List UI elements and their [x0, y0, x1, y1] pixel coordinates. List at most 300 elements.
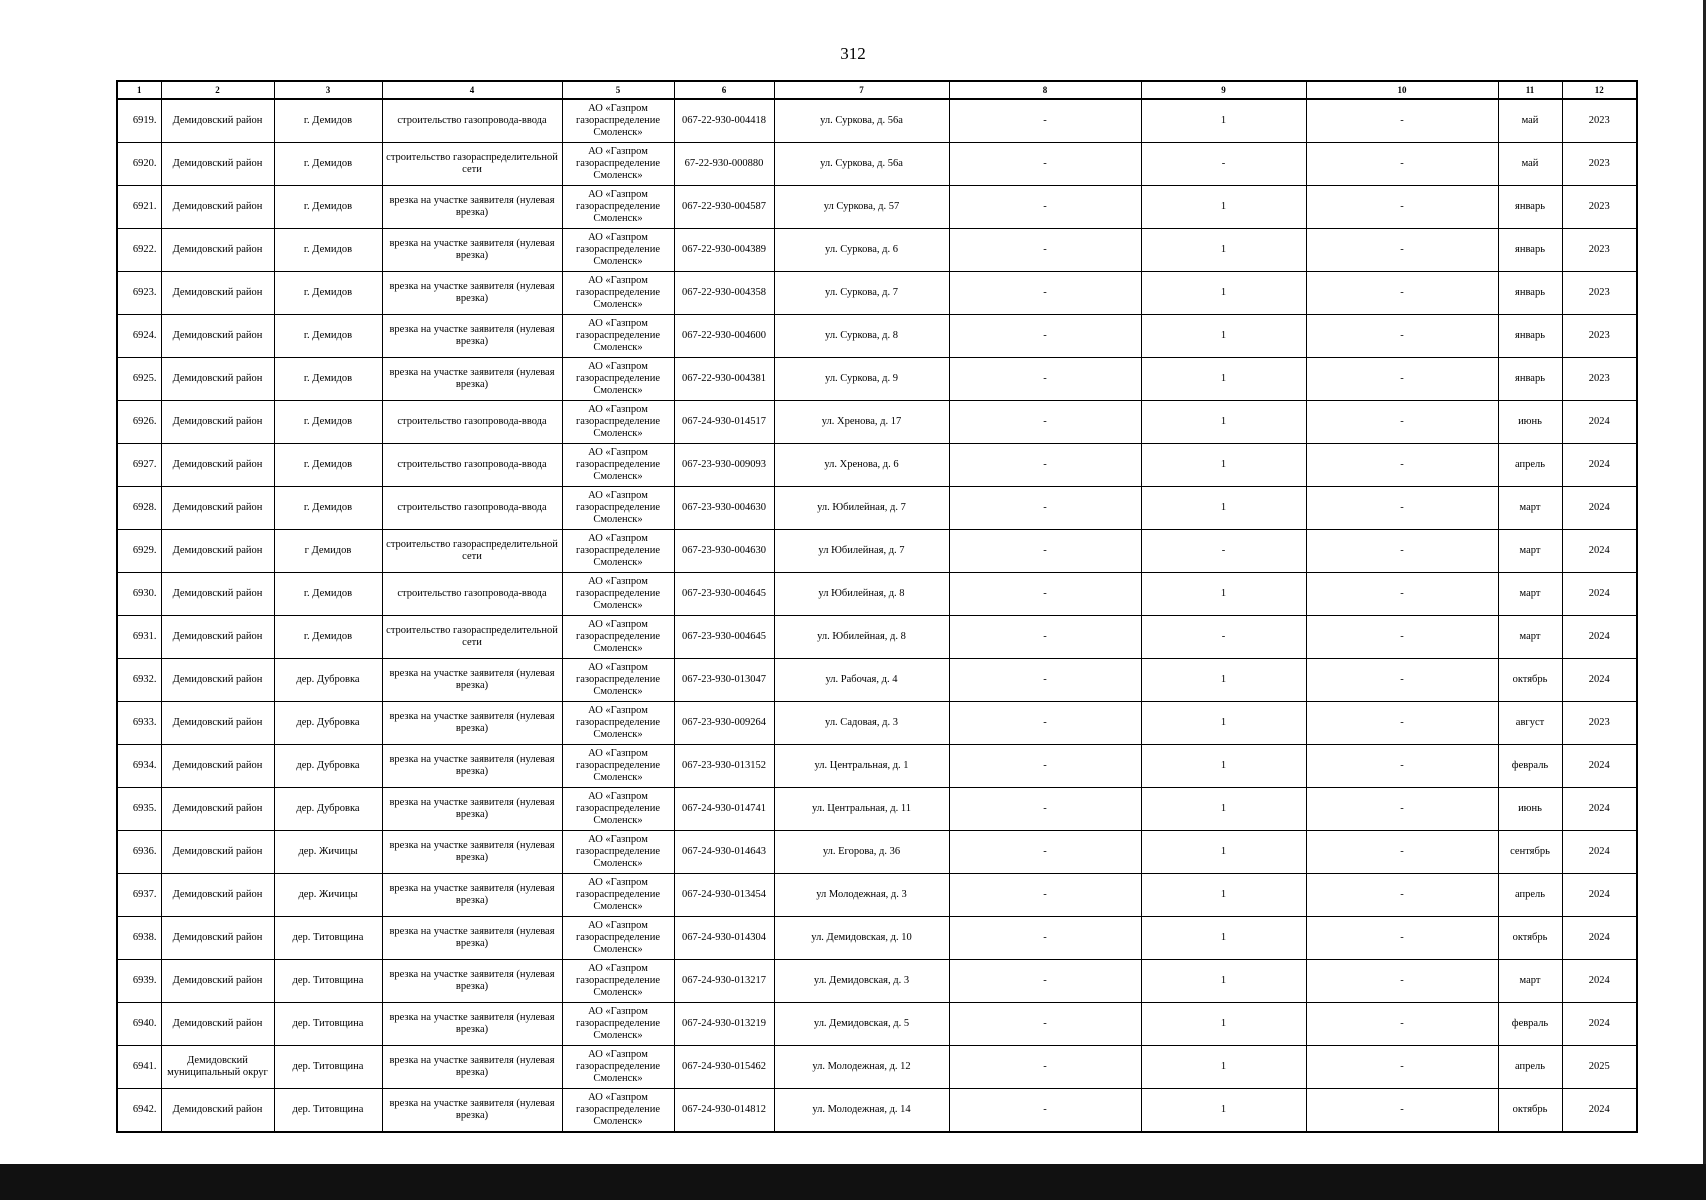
table-cell: 2023: [1562, 315, 1637, 358]
table-cell: -: [1306, 917, 1498, 960]
table-cell: март: [1498, 573, 1562, 616]
table-cell: врезка на участке заявителя (нулевая врезка): [382, 315, 562, 358]
table-cell: 067-23-930-004630: [674, 530, 774, 573]
table-cell: 2024: [1562, 1089, 1637, 1133]
table-cell: февраль: [1498, 745, 1562, 788]
table-cell: 2023: [1562, 272, 1637, 315]
table-cell: АО «Газпром газораспределение Смоленск»: [562, 487, 674, 530]
table-cell: 067-22-930-004381: [674, 358, 774, 401]
column-header: 8: [949, 81, 1141, 99]
table-cell: дер. Титовщина: [274, 917, 382, 960]
table-cell: 067-22-930-004389: [674, 229, 774, 272]
table-cell: 2024: [1562, 960, 1637, 1003]
table-cell: 067-22-930-004587: [674, 186, 774, 229]
table-row: [117, 874, 1637, 917]
table-cell: март: [1498, 530, 1562, 573]
column-header: 6: [674, 81, 774, 99]
table-cell: -: [1306, 272, 1498, 315]
table-row: [117, 99, 1637, 143]
table-cell: АО «Газпром газораспределение Смоленск»: [562, 788, 674, 831]
table-cell: ул. Рабочая, д. 4: [774, 659, 949, 702]
table-cell: 6931.: [117, 616, 161, 659]
table-cell: 2024: [1562, 831, 1637, 874]
table-cell: 2024: [1562, 401, 1637, 444]
table-row: [117, 745, 1637, 788]
table-row: [117, 401, 1637, 444]
table-cell: ул. Демидовская, д. 10: [774, 917, 949, 960]
table-row: [117, 573, 1637, 616]
table-cell: строительство газораспределительной сети: [382, 143, 562, 186]
table-cell: врезка на участке заявителя (нулевая врезка): [382, 788, 562, 831]
table-cell: АО «Газпром газораспределение Смоленск»: [562, 831, 674, 874]
table-row: [117, 444, 1637, 487]
table-cell: -: [949, 99, 1141, 143]
table-cell: Демидовский район: [161, 745, 274, 788]
table-cell: январь: [1498, 186, 1562, 229]
table-cell: -: [949, 917, 1141, 960]
table-cell: 1: [1141, 315, 1306, 358]
table-cell: 1: [1141, 788, 1306, 831]
table-cell: -: [949, 272, 1141, 315]
table-cell: 067-23-930-009093: [674, 444, 774, 487]
table-cell: Демидовский район: [161, 616, 274, 659]
table-cell: 1: [1141, 487, 1306, 530]
table-cell: врезка на участке заявителя (нулевая врезка): [382, 702, 562, 745]
table-cell: Демидовский район: [161, 401, 274, 444]
table-cell: ул. Садовая, д. 3: [774, 702, 949, 745]
table-row: [117, 616, 1637, 659]
table-cell: АО «Газпром газораспределение Смоленск»: [562, 99, 674, 143]
table-cell: ул. Юбилейная, д. 8: [774, 616, 949, 659]
table-cell: август: [1498, 702, 1562, 745]
table-cell: АО «Газпром газораспределение Смоленск»: [562, 401, 674, 444]
table-cell: ул. Суркова, д. 56а: [774, 99, 949, 143]
table-cell: январь: [1498, 358, 1562, 401]
table-cell: -: [1306, 745, 1498, 788]
table-cell: 067-24-930-013219: [674, 1003, 774, 1046]
table-cell: 6937.: [117, 874, 161, 917]
table-cell: апрель: [1498, 444, 1562, 487]
table-cell: октябрь: [1498, 1089, 1562, 1133]
table-cell: -: [1306, 702, 1498, 745]
table-cell: 6925.: [117, 358, 161, 401]
table-cell: АО «Газпром газораспределение Смоленск»: [562, 917, 674, 960]
table-cell: Демидовский район: [161, 99, 274, 143]
table-cell: АО «Газпром газораспределение Смоленск»: [562, 530, 674, 573]
table-cell: Демидовский район: [161, 315, 274, 358]
table-cell: врезка на участке заявителя (нулевая врезка): [382, 229, 562, 272]
table-cell: Демидовский район: [161, 702, 274, 745]
table-cell: г Демидов: [274, 530, 382, 573]
table-cell: -: [949, 831, 1141, 874]
table-cell: г. Демидов: [274, 186, 382, 229]
table-row: [117, 530, 1637, 573]
table-cell: 2024: [1562, 917, 1637, 960]
table-cell: ул Суркова, д. 57: [774, 186, 949, 229]
table-cell: строительство газораспределительной сети: [382, 530, 562, 573]
table-row: [117, 186, 1637, 229]
table-cell: АО «Газпром газораспределение Смоленск»: [562, 1046, 674, 1089]
table-cell: ул Юбилейная, д. 8: [774, 573, 949, 616]
table-cell: ул. Суркова, д. 56а: [774, 143, 949, 186]
table-cell: строительство газопровода-ввода: [382, 444, 562, 487]
table-cell: сентябрь: [1498, 831, 1562, 874]
table-cell: АО «Газпром газораспределение Смоленск»: [562, 1089, 674, 1133]
table-cell: Демидовский район: [161, 444, 274, 487]
table-cell: 1: [1141, 831, 1306, 874]
table-row: [117, 917, 1637, 960]
table-cell: -: [1306, 99, 1498, 143]
table-cell: Демидовский муниципальный округ: [161, 1046, 274, 1089]
table-cell: строительство газораспределительной сети: [382, 616, 562, 659]
table-cell: ул. Демидовская, д. 3: [774, 960, 949, 1003]
table-cell: Демидовский район: [161, 874, 274, 917]
table-cell: 2024: [1562, 1003, 1637, 1046]
table-cell: 2023: [1562, 186, 1637, 229]
scan-bottom-band: [0, 1164, 1706, 1200]
table-cell: 6924.: [117, 315, 161, 358]
table-row: [117, 831, 1637, 874]
table-cell: -: [1306, 444, 1498, 487]
table-cell: -: [1306, 960, 1498, 1003]
table-row: [117, 229, 1637, 272]
table-cell: АО «Газпром газораспределение Смоленск»: [562, 874, 674, 917]
table-cell: Демидовский район: [161, 186, 274, 229]
table-cell: ул. Юбилейная, д. 7: [774, 487, 949, 530]
table-cell: -: [949, 659, 1141, 702]
table-cell: 1: [1141, 358, 1306, 401]
table-cell: Демидовский район: [161, 229, 274, 272]
table-cell: 6940.: [117, 1003, 161, 1046]
table-cell: врезка на участке заявителя (нулевая врезка): [382, 1046, 562, 1089]
table-cell: -: [949, 487, 1141, 530]
column-header: 5: [562, 81, 674, 99]
table-cell: 1: [1141, 659, 1306, 702]
table-cell: Демидовский район: [161, 659, 274, 702]
table-cell: -: [949, 143, 1141, 186]
table-cell: 67-22-930-000880: [674, 143, 774, 186]
table-cell: АО «Газпром газораспределение Смоленск»: [562, 358, 674, 401]
table-cell: АО «Газпром газораспределение Смоленск»: [562, 186, 674, 229]
table-cell: Демидовский район: [161, 487, 274, 530]
table-cell: Демидовский район: [161, 831, 274, 874]
table-cell: врезка на участке заявителя (нулевая врезка): [382, 186, 562, 229]
table-cell: март: [1498, 487, 1562, 530]
table-row: [117, 358, 1637, 401]
column-header: 7: [774, 81, 949, 99]
table-cell: 067-24-930-015462: [674, 1046, 774, 1089]
table-cell: -: [949, 874, 1141, 917]
table-cell: 1: [1141, 573, 1306, 616]
table-cell: -: [949, 1046, 1141, 1089]
table-cell: 2024: [1562, 745, 1637, 788]
table-cell: 6922.: [117, 229, 161, 272]
table-cell: 067-24-930-013454: [674, 874, 774, 917]
table-cell: ул. Суркова, д. 7: [774, 272, 949, 315]
table-row: [117, 1089, 1637, 1133]
table-cell: 2024: [1562, 788, 1637, 831]
table-cell: 1: [1141, 229, 1306, 272]
table-cell: ул. Центральная, д. 11: [774, 788, 949, 831]
table-cell: 1: [1141, 745, 1306, 788]
table-cell: Демидовский район: [161, 143, 274, 186]
table-cell: 067-22-930-004358: [674, 272, 774, 315]
table-cell: -: [949, 358, 1141, 401]
table-cell: строительство газопровода-ввода: [382, 401, 562, 444]
table-cell: дер. Дубровка: [274, 702, 382, 745]
table-cell: 2024: [1562, 616, 1637, 659]
table-cell: апрель: [1498, 874, 1562, 917]
table-cell: дер. Титовщина: [274, 960, 382, 1003]
table-cell: АО «Газпром газораспределение Смоленск»: [562, 315, 674, 358]
table-cell: 2025: [1562, 1046, 1637, 1089]
table-cell: 067-23-930-013152: [674, 745, 774, 788]
table-cell: АО «Газпром газораспределение Смоленск»: [562, 143, 674, 186]
header-row: [117, 81, 1637, 99]
table-cell: ул. Хренова, д. 17: [774, 401, 949, 444]
table-cell: 1: [1141, 874, 1306, 917]
column-header: 11: [1498, 81, 1562, 99]
table-cell: дер. Титовщина: [274, 1046, 382, 1089]
column-header: 2: [161, 81, 274, 99]
table-cell: г. Демидов: [274, 573, 382, 616]
table-cell: 6941.: [117, 1046, 161, 1089]
table-cell: -: [949, 616, 1141, 659]
table-row: [117, 1003, 1637, 1046]
table-cell: март: [1498, 616, 1562, 659]
table-row: [117, 702, 1637, 745]
table-cell: 067-23-930-004630: [674, 487, 774, 530]
table-cell: ул. Молодежная, д. 12: [774, 1046, 949, 1089]
table-cell: дер. Жичицы: [274, 831, 382, 874]
table-cell: 2024: [1562, 444, 1637, 487]
table-cell: г. Демидов: [274, 99, 382, 143]
table-cell: 6942.: [117, 1089, 161, 1133]
table-cell: 1: [1141, 1003, 1306, 1046]
table-cell: врезка на участке заявителя (нулевая врезка): [382, 960, 562, 1003]
table-cell: -: [1306, 487, 1498, 530]
table-cell: 2023: [1562, 143, 1637, 186]
table-cell: ул. Молодежная, д. 14: [774, 1089, 949, 1133]
table-cell: -: [1306, 573, 1498, 616]
table-cell: г. Демидов: [274, 616, 382, 659]
table-cell: 1: [1141, 272, 1306, 315]
table-cell: -: [1306, 530, 1498, 573]
table-cell: ул. Суркова, д. 9: [774, 358, 949, 401]
table-cell: ул Молодежная, д. 3: [774, 874, 949, 917]
table-cell: -: [949, 530, 1141, 573]
table-cell: Демидовский район: [161, 530, 274, 573]
table-cell: ул. Суркова, д. 6: [774, 229, 949, 272]
table-cell: январь: [1498, 229, 1562, 272]
table-cell: ул. Егорова, д. 36: [774, 831, 949, 874]
table-cell: -: [949, 745, 1141, 788]
table-cell: АО «Газпром газораспределение Смоленск»: [562, 702, 674, 745]
table-cell: ул. Демидовская, д. 5: [774, 1003, 949, 1046]
table-cell: март: [1498, 960, 1562, 1003]
column-header: 3: [274, 81, 382, 99]
table-cell: АО «Газпром газораспределение Смоленск»: [562, 229, 674, 272]
table-cell: 6928.: [117, 487, 161, 530]
table-cell: г. Демидов: [274, 229, 382, 272]
table-cell: 1: [1141, 186, 1306, 229]
table-cell: 6923.: [117, 272, 161, 315]
table-cell: Демидовский район: [161, 917, 274, 960]
table-cell: -: [1306, 831, 1498, 874]
table-cell: 6935.: [117, 788, 161, 831]
column-header: 10: [1306, 81, 1498, 99]
table-cell: 067-23-930-004645: [674, 573, 774, 616]
table-cell: Демидовский район: [161, 1089, 274, 1133]
table-cell: врезка на участке заявителя (нулевая врезка): [382, 745, 562, 788]
table-cell: -: [1141, 530, 1306, 573]
table-cell: 6927.: [117, 444, 161, 487]
table-cell: Демидовский район: [161, 788, 274, 831]
column-header: 12: [1562, 81, 1637, 99]
table-cell: -: [1306, 229, 1498, 272]
table-cell: -: [949, 960, 1141, 1003]
table-cell: АО «Газпром газораспределение Смоленск»: [562, 272, 674, 315]
table-cell: врезка на участке заявителя (нулевая врезка): [382, 358, 562, 401]
table-cell: ул. Хренова, д. 6: [774, 444, 949, 487]
table-cell: -: [949, 315, 1141, 358]
table-cell: 2023: [1562, 702, 1637, 745]
table-cell: -: [1141, 143, 1306, 186]
table-cell: -: [1141, 616, 1306, 659]
table-cell: ул. Суркова, д. 8: [774, 315, 949, 358]
table-cell: 6936.: [117, 831, 161, 874]
table-cell: 1: [1141, 960, 1306, 1003]
table-cell: -: [1306, 186, 1498, 229]
table-cell: май: [1498, 99, 1562, 143]
table-cell: 6926.: [117, 401, 161, 444]
table-cell: дер. Дубровка: [274, 745, 382, 788]
table-cell: врезка на участке заявителя (нулевая врезка): [382, 272, 562, 315]
table-cell: -: [1306, 1089, 1498, 1133]
table-row: [117, 960, 1637, 1003]
table-cell: -: [949, 702, 1141, 745]
table-cell: -: [949, 573, 1141, 616]
table-cell: 6933.: [117, 702, 161, 745]
table-cell: январь: [1498, 272, 1562, 315]
table-row: [117, 487, 1637, 530]
table-cell: -: [1306, 1003, 1498, 1046]
table-row: [117, 1046, 1637, 1089]
table-cell: 067-24-930-014741: [674, 788, 774, 831]
table-body: [117, 99, 1637, 1132]
table-cell: врезка на участке заявителя (нулевая врезка): [382, 831, 562, 874]
table-cell: дер. Жичицы: [274, 874, 382, 917]
table-cell: 2024: [1562, 659, 1637, 702]
table-cell: 067-24-930-014643: [674, 831, 774, 874]
table-cell: г. Демидов: [274, 444, 382, 487]
table-cell: АО «Газпром газораспределение Смоленск»: [562, 1003, 674, 1046]
table-cell: Демидовский район: [161, 358, 274, 401]
table-cell: 067-24-930-013217: [674, 960, 774, 1003]
table-cell: г. Демидов: [274, 143, 382, 186]
table-cell: 1: [1141, 917, 1306, 960]
table-cell: АО «Газпром газораспределение Смоленск»: [562, 444, 674, 487]
table-cell: 1: [1141, 401, 1306, 444]
table-cell: врезка на участке заявителя (нулевая врезка): [382, 874, 562, 917]
table-cell: г. Демидов: [274, 358, 382, 401]
table-cell: г. Демидов: [274, 315, 382, 358]
table-cell: 1: [1141, 99, 1306, 143]
table-cell: октябрь: [1498, 659, 1562, 702]
table-cell: дер. Титовщина: [274, 1089, 382, 1133]
table-cell: 6921.: [117, 186, 161, 229]
table-row: [117, 659, 1637, 702]
table-cell: 067-22-930-004418: [674, 99, 774, 143]
table-cell: Демидовский район: [161, 573, 274, 616]
table-cell: Демидовский район: [161, 960, 274, 1003]
table-cell: апрель: [1498, 1046, 1562, 1089]
table-cell: АО «Газпром газораспределение Смоленск»: [562, 960, 674, 1003]
table-cell: врезка на участке заявителя (нулевая врезка): [382, 1003, 562, 1046]
table-cell: -: [949, 1003, 1141, 1046]
table-row: [117, 143, 1637, 186]
table-cell: 2024: [1562, 530, 1637, 573]
table-cell: -: [1306, 616, 1498, 659]
table-cell: -: [1306, 358, 1498, 401]
table-cell: -: [1306, 1046, 1498, 1089]
table-cell: -: [949, 401, 1141, 444]
data-table: [116, 80, 1638, 1133]
table-cell: АО «Газпром газораспределение Смоленск»: [562, 573, 674, 616]
table-cell: строительство газопровода-ввода: [382, 573, 562, 616]
table-cell: -: [949, 229, 1141, 272]
table-cell: Демидовский район: [161, 272, 274, 315]
table-cell: -: [949, 788, 1141, 831]
page-number: 312: [840, 44, 866, 63]
table-cell: 6919.: [117, 99, 161, 143]
column-header: 9: [1141, 81, 1306, 99]
table-cell: -: [1306, 143, 1498, 186]
table-cell: дер. Титовщина: [274, 1003, 382, 1046]
table-cell: -: [949, 1089, 1141, 1133]
table-cell: 1: [1141, 1046, 1306, 1089]
table-cell: АО «Газпром газораспределение Смоленск»: [562, 659, 674, 702]
table-cell: 2024: [1562, 573, 1637, 616]
table-cell: июнь: [1498, 788, 1562, 831]
table-cell: октябрь: [1498, 917, 1562, 960]
table-cell: -: [949, 444, 1141, 487]
table-cell: врезка на участке заявителя (нулевая врезка): [382, 1089, 562, 1133]
table-cell: -: [1306, 315, 1498, 358]
table-cell: строительство газопровода-ввода: [382, 487, 562, 530]
table-cell: 6930.: [117, 573, 161, 616]
table-cell: 2024: [1562, 487, 1637, 530]
table-cell: -: [1306, 659, 1498, 702]
table-cell: дер. Дубровка: [274, 659, 382, 702]
column-header: 4: [382, 81, 562, 99]
table-cell: 067-23-930-009264: [674, 702, 774, 745]
table-cell: 067-23-930-004645: [674, 616, 774, 659]
table-cell: дер. Дубровка: [274, 788, 382, 831]
table-cell: 067-24-930-014304: [674, 917, 774, 960]
table-cell: -: [1306, 401, 1498, 444]
table-cell: 067-23-930-013047: [674, 659, 774, 702]
table-cell: ул Юбилейная, д. 7: [774, 530, 949, 573]
table-row: [117, 272, 1637, 315]
table-cell: АО «Газпром газораспределение Смоленск»: [562, 745, 674, 788]
table-cell: 6929.: [117, 530, 161, 573]
table-cell: врезка на участке заявителя (нулевая врезка): [382, 917, 562, 960]
table-cell: ул. Центральная, д. 1: [774, 745, 949, 788]
table-cell: 1: [1141, 702, 1306, 745]
table-cell: -: [1306, 874, 1498, 917]
table-cell: 1: [1141, 1089, 1306, 1133]
